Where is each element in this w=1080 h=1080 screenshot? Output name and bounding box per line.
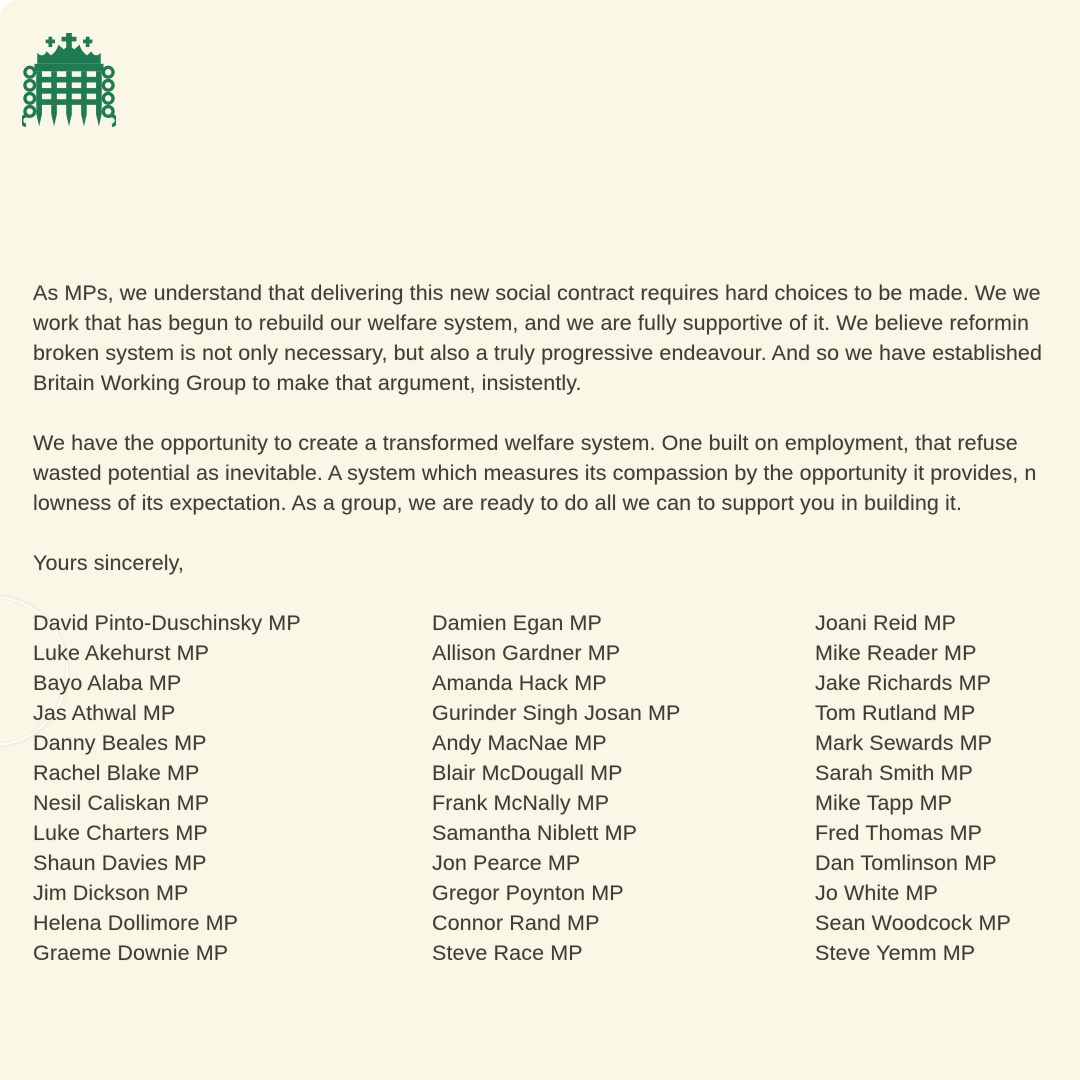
signatory-name: David Pinto-Duschinsky MP [33, 611, 301, 635]
paragraph-line: lowness of its expectation. As a group, we are ready to do all we can to support you in building it. [33, 491, 963, 515]
signatory-columns [33, 608, 1080, 968]
paragraph-line: wasted potential as inevitable. A system which measures its compassion by the opportunity it provides, n [33, 461, 1037, 485]
signatory-name: Tom Rutland MP [815, 701, 976, 725]
signatory-column-1 [33, 608, 432, 968]
signatory-name: Sarah Smith MP [815, 761, 973, 785]
paragraph-line: We have the opportunity to create a transformed welfare system. One built on employment, that refuse [33, 431, 1018, 455]
signatory-name: Jon Pearce MP [432, 851, 581, 875]
signatory-name: Luke Akehurst MP [33, 641, 210, 665]
signatory-name: Mark Sewards MP [815, 731, 993, 755]
paragraph-1 [33, 278, 1080, 398]
signatory-name: Dan Tomlinson MP [815, 851, 997, 875]
signatory-name: Blair McDougall MP [432, 761, 623, 785]
signatory-name: Jas Athwal MP [33, 701, 176, 725]
signatory-name: Jake Richards MP [815, 671, 992, 695]
signatory-name: Andy MacNae MP [432, 731, 607, 755]
signatory-name: Connor Rand MP [432, 911, 600, 935]
signatory-column-2 [432, 608, 815, 968]
signatory-name: Steve Yemm MP [815, 941, 976, 965]
signatory-name: Jim Dickson MP [33, 881, 189, 905]
signatory-name: Danny Beales MP [33, 731, 207, 755]
paragraph-line: broken system is not only necessary, but also a truly progressive endeavour. And so we have established [33, 341, 1043, 365]
signatory-name: Joani Reid MP [815, 611, 957, 635]
signatory-name: Mike Reader MP [815, 641, 977, 665]
signatory-name: Gurinder Singh Josan MP [432, 701, 681, 725]
paragraph-line: work that has begun to rebuild our welfare system, and we are fully supportive of it. We believe reformin [33, 311, 1030, 335]
signatory-name: Allison Gardner MP [432, 641, 621, 665]
signatory-name: Gregor Poynton MP [432, 881, 624, 905]
signatory-name: Jo White MP [815, 881, 938, 905]
signatory-name: Helena Dollimore MP [33, 911, 239, 935]
signatory-name: Mike Tapp MP [815, 791, 953, 815]
signatory-name: Shaun Davies MP [33, 851, 207, 875]
signatory-name: Samantha Niblett MP [432, 821, 638, 845]
signatory-name: Graeme Downie MP [33, 941, 229, 965]
signatory-column-3 [815, 608, 1080, 968]
signatory-name: Bayo Alaba MP [33, 671, 182, 695]
paragraph-line: As MPs, we understand that delivering this new social contract requires hard choices to be made. We we [33, 281, 1041, 305]
signatory-name: Frank McNally MP [432, 791, 610, 815]
paragraph-2 [33, 428, 1080, 518]
signatory-name: Sean Woodcock MP [815, 911, 1011, 935]
signatory-name: Rachel Blake MP [33, 761, 200, 785]
paragraph-line: Britain Working Group to make that argument, insistently. [33, 371, 582, 395]
signatory-name: Steve Race MP [432, 941, 583, 965]
signatory-name: Nesil Caliskan MP [33, 791, 210, 815]
closing-salutation: Yours sincerely, [33, 551, 184, 575]
parliament-portcullis-icon [22, 33, 116, 145]
signatory-name: Damien Egan MP [432, 611, 602, 635]
signatory-name: Amanda Hack MP [432, 671, 607, 695]
signatory-name: Luke Charters MP [33, 821, 208, 845]
signatory-name: Fred Thomas MP [815, 821, 983, 845]
